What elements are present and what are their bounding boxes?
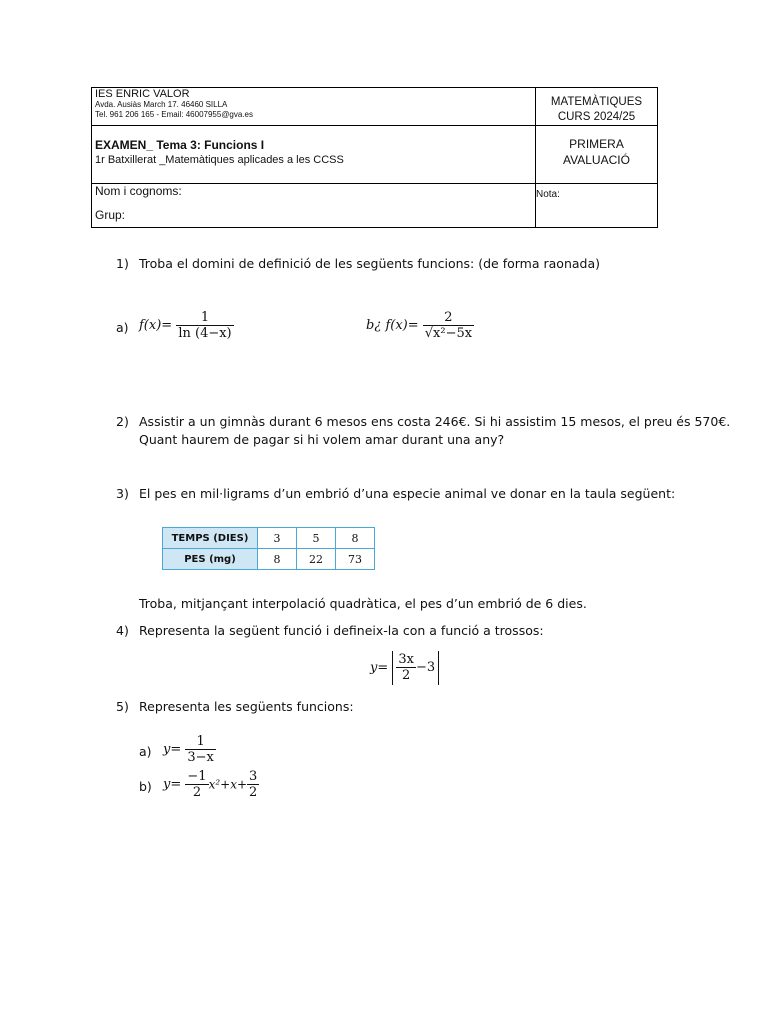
denominator: 2 — [402, 668, 411, 683]
question-1b-label: b¿ — [366, 318, 382, 333]
question-5b-label: b) — [139, 779, 152, 794]
numerator: 1 — [185, 734, 216, 750]
question-1b-formula — [366, 310, 474, 341]
table-row — [163, 528, 375, 549]
formula-lhs: y= — [163, 742, 182, 757]
question-5a-label: a) — [139, 744, 152, 759]
question-2-text: Assistir a un gimnàs durant 6 mesos ens costa 246€. Si hi assistim 15 mesos, el preu és 570€. — [139, 414, 731, 429]
question-5-number: 5) — [116, 699, 129, 714]
numerator: 3 — [249, 769, 258, 784]
question-4-formula — [370, 651, 439, 685]
group-label: Grup: — [95, 208, 126, 222]
question-2-number: 2) — [116, 414, 129, 429]
fraction — [185, 769, 208, 800]
table-cell: 8 — [258, 549, 297, 570]
student-cell — [92, 184, 536, 228]
formula-lhs: f(x)= — [385, 318, 419, 333]
table-cell: 73 — [336, 549, 375, 570]
school-name: IES ENRIC VALOR — [95, 88, 190, 100]
exam-title-cell — [92, 126, 536, 184]
fraction — [396, 652, 416, 683]
table-header-days: TEMPS (DIES) — [163, 528, 258, 549]
embryo-weight-table — [162, 527, 375, 570]
table-cell: 22 — [297, 549, 336, 570]
evaluation-line2: AVALUACIÓ — [563, 153, 630, 167]
denominator: 3−x — [187, 750, 214, 765]
fraction — [185, 734, 216, 765]
numerator: 3x — [398, 652, 414, 667]
numerator: 2 — [423, 310, 474, 326]
table-cell: 5 — [297, 528, 336, 549]
table-cell: 8 — [336, 528, 375, 549]
question-5b-formula — [163, 769, 259, 800]
school-address: Avda. Ausiàs March 17. 46460 SILLA — [95, 100, 228, 109]
question-1-text: Troba el domini de definició de les següents funcions: (de forma raonada) — [139, 256, 600, 271]
evaluation-cell — [536, 126, 658, 184]
name-label: Nom i cognoms: — [95, 184, 182, 198]
school-cell — [92, 88, 536, 126]
question-3-number: 3) — [116, 486, 129, 501]
formula-lhs: y= — [370, 660, 389, 676]
numerator: −1 — [187, 769, 207, 784]
question-5a-formula — [163, 734, 216, 765]
denominator: 2 — [249, 785, 258, 800]
fraction — [176, 310, 233, 341]
exam-subtitle: 1r Batxillerat _Matemàtiques aplicades a les CCSS — [95, 154, 344, 166]
numerator: 1 — [176, 310, 233, 326]
question-5-text: Representa les següents funcions: — [139, 699, 354, 714]
fraction — [423, 310, 474, 341]
denominator: ln (4−x) — [178, 326, 232, 341]
question-3-text: El pes en mil·ligrams d’un embrió d’una especie animal ve donar en la taula següent: — [139, 486, 676, 501]
table-header-weight: PES (mg) — [163, 549, 258, 570]
question-1a-label: a) — [116, 320, 129, 335]
question-1a-formula — [139, 310, 234, 341]
table-cell: 3 — [258, 528, 297, 549]
formula-tail: −3 — [416, 660, 436, 675]
school-year: CURS 2024/25 — [557, 111, 636, 123]
question-1-number: 1) — [116, 256, 129, 271]
grade-cell — [536, 184, 658, 228]
denominator: √x²−5x — [424, 326, 473, 341]
formula-lhs: y= — [163, 777, 182, 792]
formula-middle: x²+x+ — [208, 777, 248, 792]
denominator: 2 — [192, 785, 202, 800]
subject-name: MATEMÀTIQUES — [550, 96, 643, 108]
question-4-number: 4) — [116, 623, 129, 638]
evaluation-line1: PRIMERA — [569, 137, 624, 151]
question-4-text: Representa la següent funció i defineix-la con a funció a trossos: — [139, 623, 544, 638]
exam-header-table — [91, 87, 658, 228]
question-2-text-line2: Quant haurem de pagar si hi volem amar durant una any? — [139, 432, 505, 447]
table-row — [163, 549, 375, 570]
formula-lhs: f(x)= — [139, 318, 173, 333]
fraction — [247, 769, 259, 800]
question-3-text-line2: Troba, mitjançant interpolació quadràtica, el pes d’un embrió de 6 dies. — [139, 596, 587, 611]
school-contact: Tel. 961 206 165 - Email: 46007955@gva.es — [95, 110, 254, 119]
absolute-value — [392, 651, 439, 685]
subject-cell — [536, 88, 658, 126]
grade-label: Nota: — [536, 189, 560, 200]
exam-title: EXAMEN_ Tema 3: Funcions I — [95, 138, 265, 152]
